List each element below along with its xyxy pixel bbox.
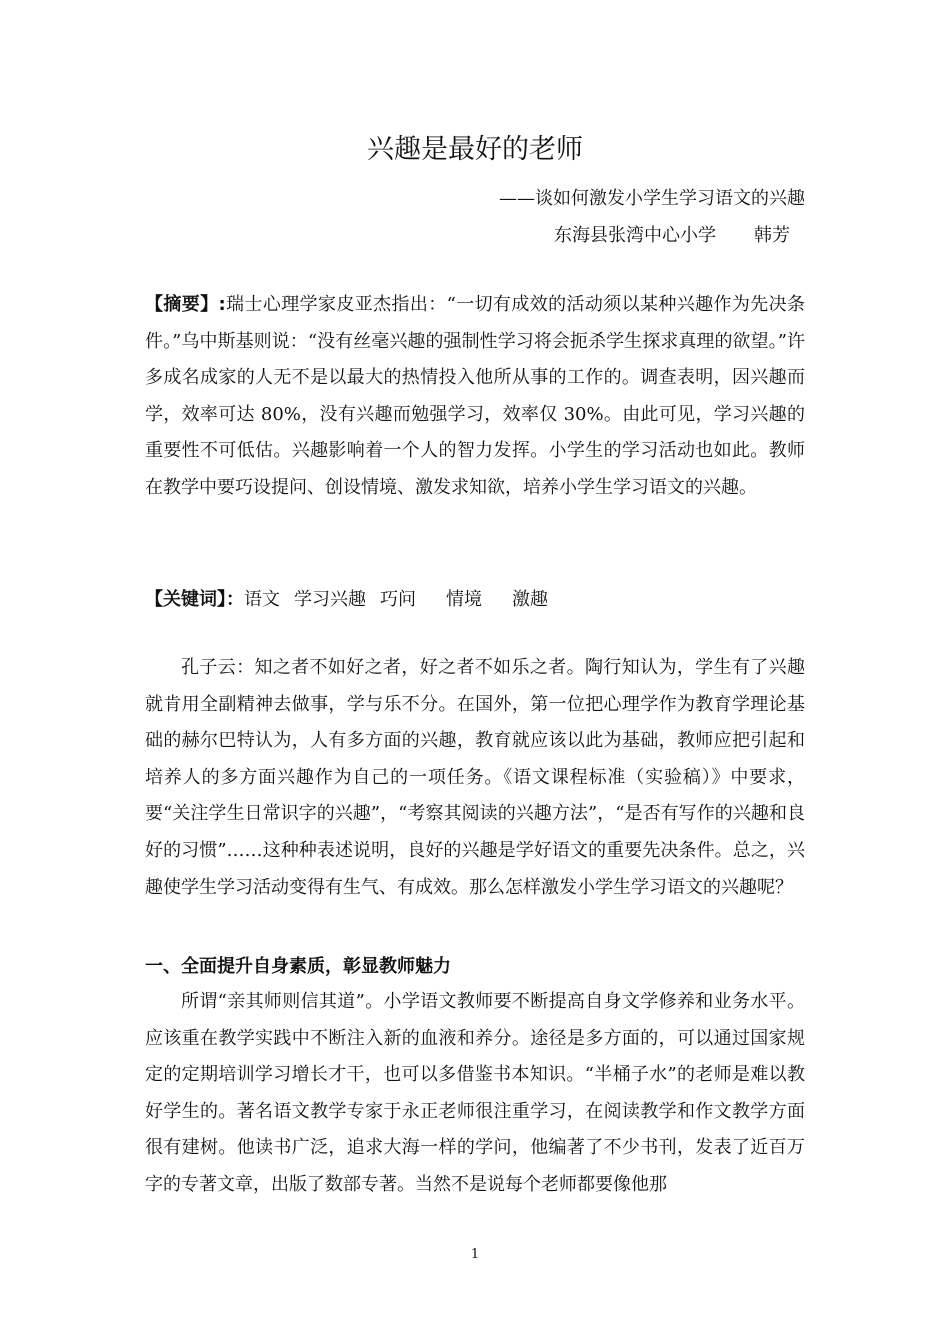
keyword-item: 语文	[244, 589, 280, 610]
page-number: 1	[470, 1247, 480, 1262]
author-line	[554, 223, 790, 249]
keyword-item: 激趣	[512, 589, 548, 610]
intro-paragraph: 孔子云：知之者不如好之者，好之者不如乐之者。陶行知认为，学生有了兴趣就肯用全副精神去做事，学与乐不分。在国外，第一位把心理学作为教育学理论基础的赫尔巴特认为，人有多方面的兴趣，教育就应该以此为基础，教师应把引起和培养人的多方面兴趣作为自己的一项任务。《语文课程标准（实验稿）》中要求，要“关注学生日常识字的兴趣”，“考察其阅读的兴趣方法”，“是否有写作的兴趣和良好的习惯”……这种种表述说明，良好的兴趣是学好语文的重要先决条件。总之，兴趣使学生学习活动变得有生气、有成效。那么怎样激发小学生学习语文的兴趣呢？	[145, 657, 805, 898]
keyword-item: 情境	[446, 589, 482, 610]
keyword-item: 学习兴趣	[294, 589, 366, 610]
document-subtitle: ——谈如何激发小学生学习语文的兴趣	[499, 188, 805, 209]
abstract-label: 【摘要】:	[145, 294, 226, 315]
keywords-line	[145, 582, 805, 619]
author-school: 东海县张湾中心小学	[554, 225, 716, 246]
keyword-item: 巧问	[380, 589, 416, 610]
abstract-paragraph	[145, 287, 805, 507]
keywords-label: 【关键词】：	[145, 589, 244, 610]
abstract-text: 瑞士心理学家皮亚杰指出：“一切有成效的活动须以某种兴趣作为先决条件。”乌中斯基则说：“没有丝毫兴趣的强制性学习将会扼杀学生探求真理的欲望。”许多成名成家的人无不是以最大的热情投入他所从事的工作的。调查表明，因兴趣而学，效率可达 80%，没有兴趣而勉强学习，效率仅 30%。由此可见，学习兴趣的重要性不可低估。兴趣影响着一个人的智力发挥。小学生的学习活动也如此。教师在教学中要巧设提问、创设情境、激发求知欲，培养小学生学习语文的兴趣。	[145, 294, 806, 498]
section-paragraph: 所谓“亲其师则信其道”。小学语文教师要不断提高自身文学修养和业务水平。应该重在教学实践中不断注入新的血液和养分。途径是多方面的，可以通过国家规定的定期培训学习增长才干，也可以多借鉴书本知识。“半桶子水”的老师是难以教好学生的。著名语文教学专家于永正老师很注重学习，在阅读教学和作文教学方面很有建树。他读书广泛，追求大海一样的学问，他编著了不少书刊，发表了近百万字的专著文章，出版了数部专著。当然不是说每个老师都要像他那	[145, 991, 805, 1195]
author-name: 韩芳	[754, 225, 790, 246]
section-heading: 一、全面提升自身素质，彰显教师魅力	[145, 956, 451, 977]
document-title: 兴趣是最好的老师	[367, 134, 583, 165]
